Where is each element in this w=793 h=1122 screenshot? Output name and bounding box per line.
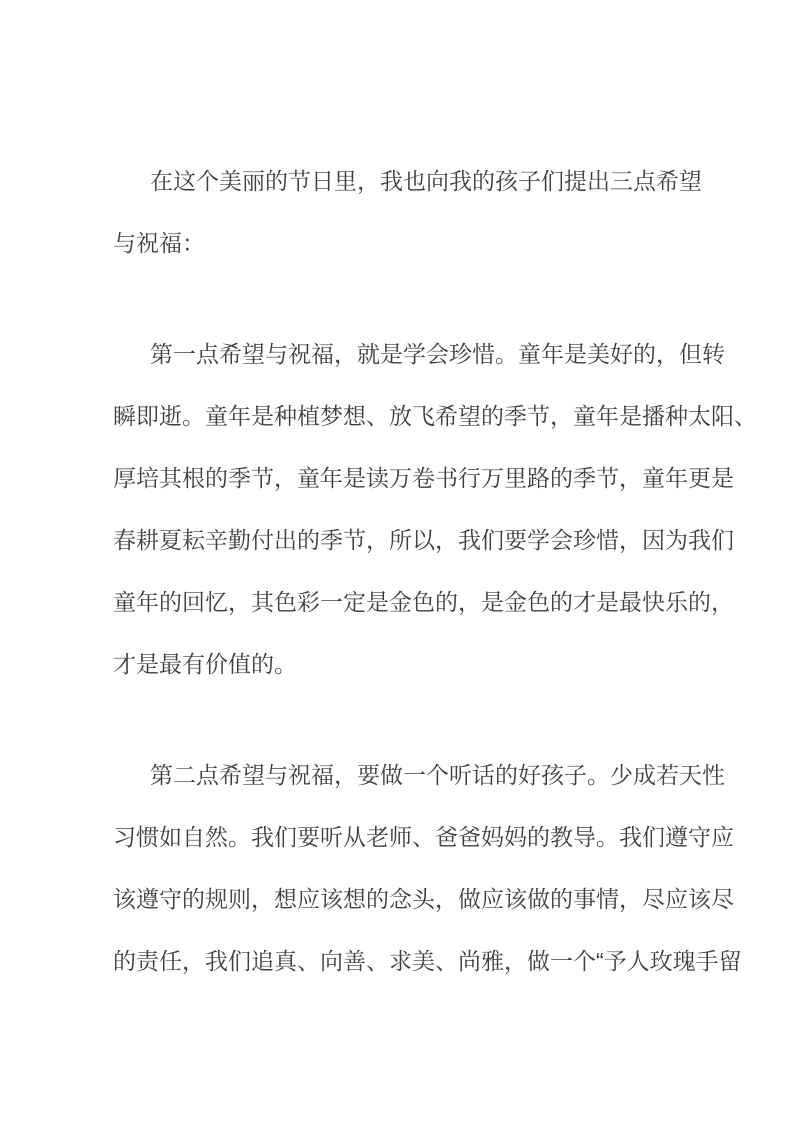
document-body [113,150,757,992]
text-line: 第二点希望与祝福，要做一个听话的好孩子。少成若天性 [150,762,725,788]
paragraph [113,744,742,992]
text-line: 的责任，我们追真、向善、求美、尚雅，做一个“予人玫瑰手留 [113,948,742,974]
text-line: 童年的回忆，其色彩一定是金色的，是金色的才是最快乐的， [113,589,734,615]
text-line: 春耕夏耘辛勤付出的季节，所以，我们要学会珍惜，因为我们 [113,527,734,553]
text-line: 瞬即逝。童年是种植梦想、放飞希望的季节，童年是播种太阳、 [113,403,757,429]
text-line: 与祝福： [113,230,205,256]
text-line: 习惯如自然。我们要听从老师、爸爸妈妈的教导。我们遵守应 [113,824,734,850]
text-line: 才是最有价值的。 [113,651,297,677]
text-line: 该遵守的规则，想应该想的念头，做应该做的事情，尽应该尽 [113,886,734,912]
paragraph [113,150,702,274]
text-line: 在这个美丽的节日里，我也向我的孩子们提出三点希望 [150,168,702,194]
text-line: 第一点希望与祝福，就是学会珍惜。童年是美好的，但转 [150,341,725,367]
paragraph [113,323,757,695]
text-line: 厚培其根的季节，童年是读万卷书行万里路的季节，童年更是 [113,465,734,491]
